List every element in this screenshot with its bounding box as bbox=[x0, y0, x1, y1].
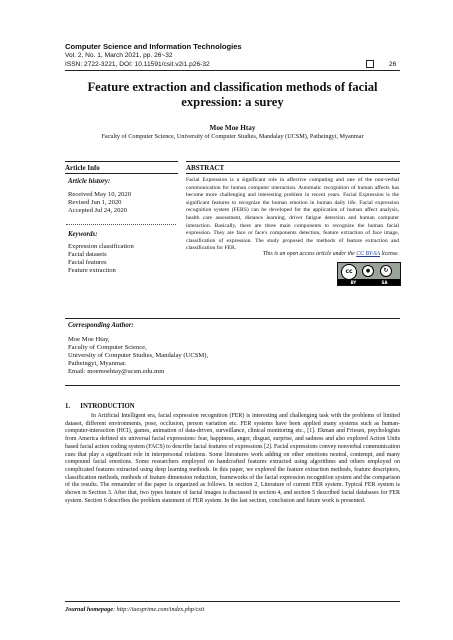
square-icon bbox=[366, 60, 374, 68]
keywords-list bbox=[68, 243, 134, 275]
abstract-sub-rule bbox=[186, 173, 400, 174]
keyword-item: Facial features bbox=[68, 259, 107, 266]
title-line-1: Feature extraction and classification methods of facial bbox=[87, 80, 378, 94]
cc-icon: cc bbox=[341, 264, 357, 280]
corresponding-bottom-rule bbox=[65, 385, 400, 386]
history-heading: Article history: bbox=[68, 178, 111, 185]
footer-rule bbox=[65, 601, 400, 602]
header-rule bbox=[65, 70, 400, 71]
corresponding-faculty: Faculty of Computer Science, bbox=[68, 344, 147, 351]
corresponding-top-rule bbox=[65, 318, 400, 319]
history-separator bbox=[66, 224, 176, 225]
cc-label-bar bbox=[338, 279, 400, 285]
license-statement bbox=[186, 251, 399, 257]
journal-name: Computer Science and Information Technologies bbox=[65, 42, 242, 51]
revised-date: Revised Jun 1, 2020 bbox=[68, 199, 122, 206]
paper-title bbox=[65, 80, 400, 110]
introduction-heading: 1. INTRODUCTION bbox=[65, 403, 135, 410]
keyword-item: Expression classification bbox=[68, 243, 134, 250]
homepage-label: Journal homepage bbox=[65, 606, 113, 613]
corresponding-location: Patheingyi, Myanmar. bbox=[68, 360, 127, 367]
received-date: Received May 10, 2020 bbox=[68, 191, 131, 198]
author-affiliation: Faculty of Computer Science, University of Computer Studies, Mandalay (UCSM), Patheingyi, Myanmar bbox=[101, 133, 364, 140]
title-line-2: expression: a surey bbox=[181, 95, 284, 109]
attribution-icon: ● bbox=[362, 265, 374, 277]
accepted-date: Accepted Jul 24, 2020 bbox=[68, 207, 127, 214]
volume-info: Vol. 2, No. 1, March 2021, pp. 26~32 bbox=[65, 52, 173, 59]
keyword-item: Facial datasets bbox=[68, 251, 107, 258]
article-info-sub-rule bbox=[65, 173, 178, 174]
keyword-item: Feature extraction bbox=[68, 267, 116, 274]
corresponding-name: Moe Moe Htay, bbox=[68, 336, 110, 343]
cc-sa-label: SA bbox=[381, 279, 388, 285]
page-number: 26 bbox=[389, 61, 397, 68]
corresponding-details bbox=[68, 336, 208, 376]
cc-by-sa-badge[interactable] bbox=[337, 262, 401, 286]
license-link[interactable]: CC BY-SA bbox=[356, 251, 380, 257]
license-prefix: This is an open access article under the bbox=[262, 251, 357, 257]
corresponding-email: Email: moemoehtay@ucsm.edu.mm bbox=[68, 368, 165, 375]
abstract-text: Facial Expression is a significant role in affective computing and one of the non-verbal communication for human computer interaction. Automatic recognition of human affects has become more challenging and interesting problem in recent years. Facial Expression is the significant features to recognize the human emotion in human daily life. Facial expression recognition system (FERS) can be developed for the application of human affect analysis, health care assessment, distance learning, driver fatigue detection and human computer interaction. Basically, there are three main components to recognize the human facial expression. They are face or face's components detection, feature extraction of face image, classification of expression. The study proposed the methods of feature extraction and classification for FER. bbox=[186, 177, 399, 252]
abstract-heading: ABSTRACT bbox=[186, 164, 225, 172]
author-name: Moe Moe Htay bbox=[209, 124, 256, 132]
issn-doi: ISSN: 2722-3221, DOI: 10.11591/csit.v2i1.p26-32 bbox=[65, 61, 210, 68]
article-info-heading: Article Info bbox=[65, 164, 100, 172]
corresponding-heading: Corresponding Author: bbox=[68, 322, 134, 329]
history-list bbox=[68, 191, 131, 215]
corresponding-university: University of Computer Studies, Mandalay (UCSM), bbox=[68, 352, 209, 359]
abstract-top-rule bbox=[186, 161, 400, 162]
homepage-url[interactable]: : http://iaesprime.com/index.php/csit bbox=[112, 606, 205, 613]
journal-homepage bbox=[65, 606, 204, 613]
keywords-heading: Keywords: bbox=[68, 231, 98, 238]
article-info-top-rule bbox=[65, 161, 178, 162]
license-suffix: license. bbox=[380, 251, 399, 257]
introduction-text: In Artificial Intelligent era, facial expression recognition (FER) is interesting and challenging task with the problems of limited dataset, different environments, pose, occlusion, person variation etc. FER systems have been applied many systems such as human-computer-interaction (HCI), games, animation of data-driven, surveillance, clinical monitoring etc., [1]. Ekman and Friesen, psychologists from America defined six universal facial expressions: fear, happiness, anger, disgust, surprise, and sadness and also explored Action Units based facial action coding system (FACS) to describe facial features of expressions [2]. Facial expressions convey nonverbal communication cues that play a significant role in interpersonal relations. Some literatures work adding on other emotions neutral, contempt, and many compound facial emotions. Some researchers employed on handcrafted features extracted using algorithms and others employed on complicated features extracted using deep learning methods. In this paper, we explored the feature extraction methods, feature descriptors, classification methods, methods of feature dimension reduction, frameworks of the facial expression recognition system and the comparison of the results. The remainder of the paper is organized as follows. In section 2, Literature of current FER system. Typical FER system is shown in Section 3. After that, two types feature of facial images is discussed in section 4, and section 5 described facial databases for FER system. Section 6 describes the problem statement of FER system. In the last section, conclusion and future work is presented. bbox=[65, 413, 400, 504]
share-alike-icon: ↻ bbox=[380, 265, 392, 277]
cc-by-label: BY bbox=[350, 279, 357, 285]
